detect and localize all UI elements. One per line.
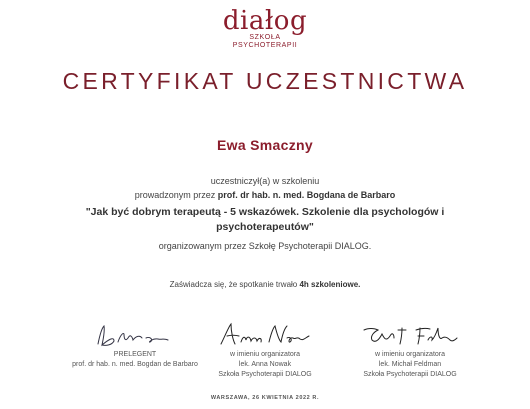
lecturer-line bbox=[0, 190, 530, 205]
place-and-date: WARSZAWA, 26 KWIETNIA 2022 R. bbox=[210, 395, 320, 401]
signature-organizer-1-name: lek. Anna Nowak bbox=[238, 361, 292, 368]
signature-organizer-2-role: w imieniu organizatora bbox=[374, 351, 446, 358]
logo-line-1: SZKOŁA bbox=[249, 34, 281, 41]
dialog-logo bbox=[0, 8, 530, 50]
signature-block-organizer-1 bbox=[205, 318, 325, 380]
participant-name: Ewa Smaczny bbox=[217, 137, 313, 153]
duration-confirmation bbox=[0, 280, 530, 289]
signature-lecturer-image bbox=[90, 318, 180, 350]
signature-block-lecturer bbox=[65, 318, 205, 370]
logo-wordmark: diałog bbox=[222, 6, 308, 36]
signature-organizer-1-image bbox=[215, 318, 315, 350]
duration-prefix: Zaświadcza się, że spotkanie trwało bbox=[169, 280, 300, 289]
participation-line: uczestniczył(a) w szkoleniu bbox=[210, 176, 320, 186]
signature-organizer-1-role: w imieniu organizatora bbox=[229, 351, 301, 358]
lecturer-prefix: prowadzonym przez bbox=[134, 190, 218, 200]
signature-lecturer-name: prof. dr hab. n. med. Bogdan de Barbaro bbox=[72, 361, 198, 368]
logo-line-2: PSYCHOTERAPII bbox=[232, 42, 298, 49]
course-title: "Jak być dobrym terapeutą - 5 wskazówek. Szkolenie dla psychologów i psychoterapeutów" bbox=[85, 206, 445, 233]
certificate-title: CERTYFIKAT UCZESTNICTWA bbox=[62, 68, 468, 94]
signature-organizer-2-image bbox=[360, 318, 460, 350]
lecturer-name: prof. dr hab. n. med. Bogdana de Barbaro bbox=[217, 190, 396, 200]
signature-lecturer-role: PRELEGENT bbox=[113, 351, 157, 358]
certificate-body bbox=[0, 176, 530, 255]
duration-value: 4h szkoleniowe. bbox=[299, 280, 361, 289]
signature-organizer-1-org: Szkoła Psychoterapii DIALOG bbox=[218, 371, 312, 378]
signature-block-organizer-2 bbox=[345, 318, 475, 380]
signature-organizer-2-name: lek. Michał Feldman bbox=[378, 361, 442, 368]
organizer-line: organizowanym przez Szkołę Psychoterapii DIALOG. bbox=[158, 241, 372, 251]
signature-organizer-2-org: Szkoła Psychoterapii DIALOG bbox=[363, 371, 457, 378]
